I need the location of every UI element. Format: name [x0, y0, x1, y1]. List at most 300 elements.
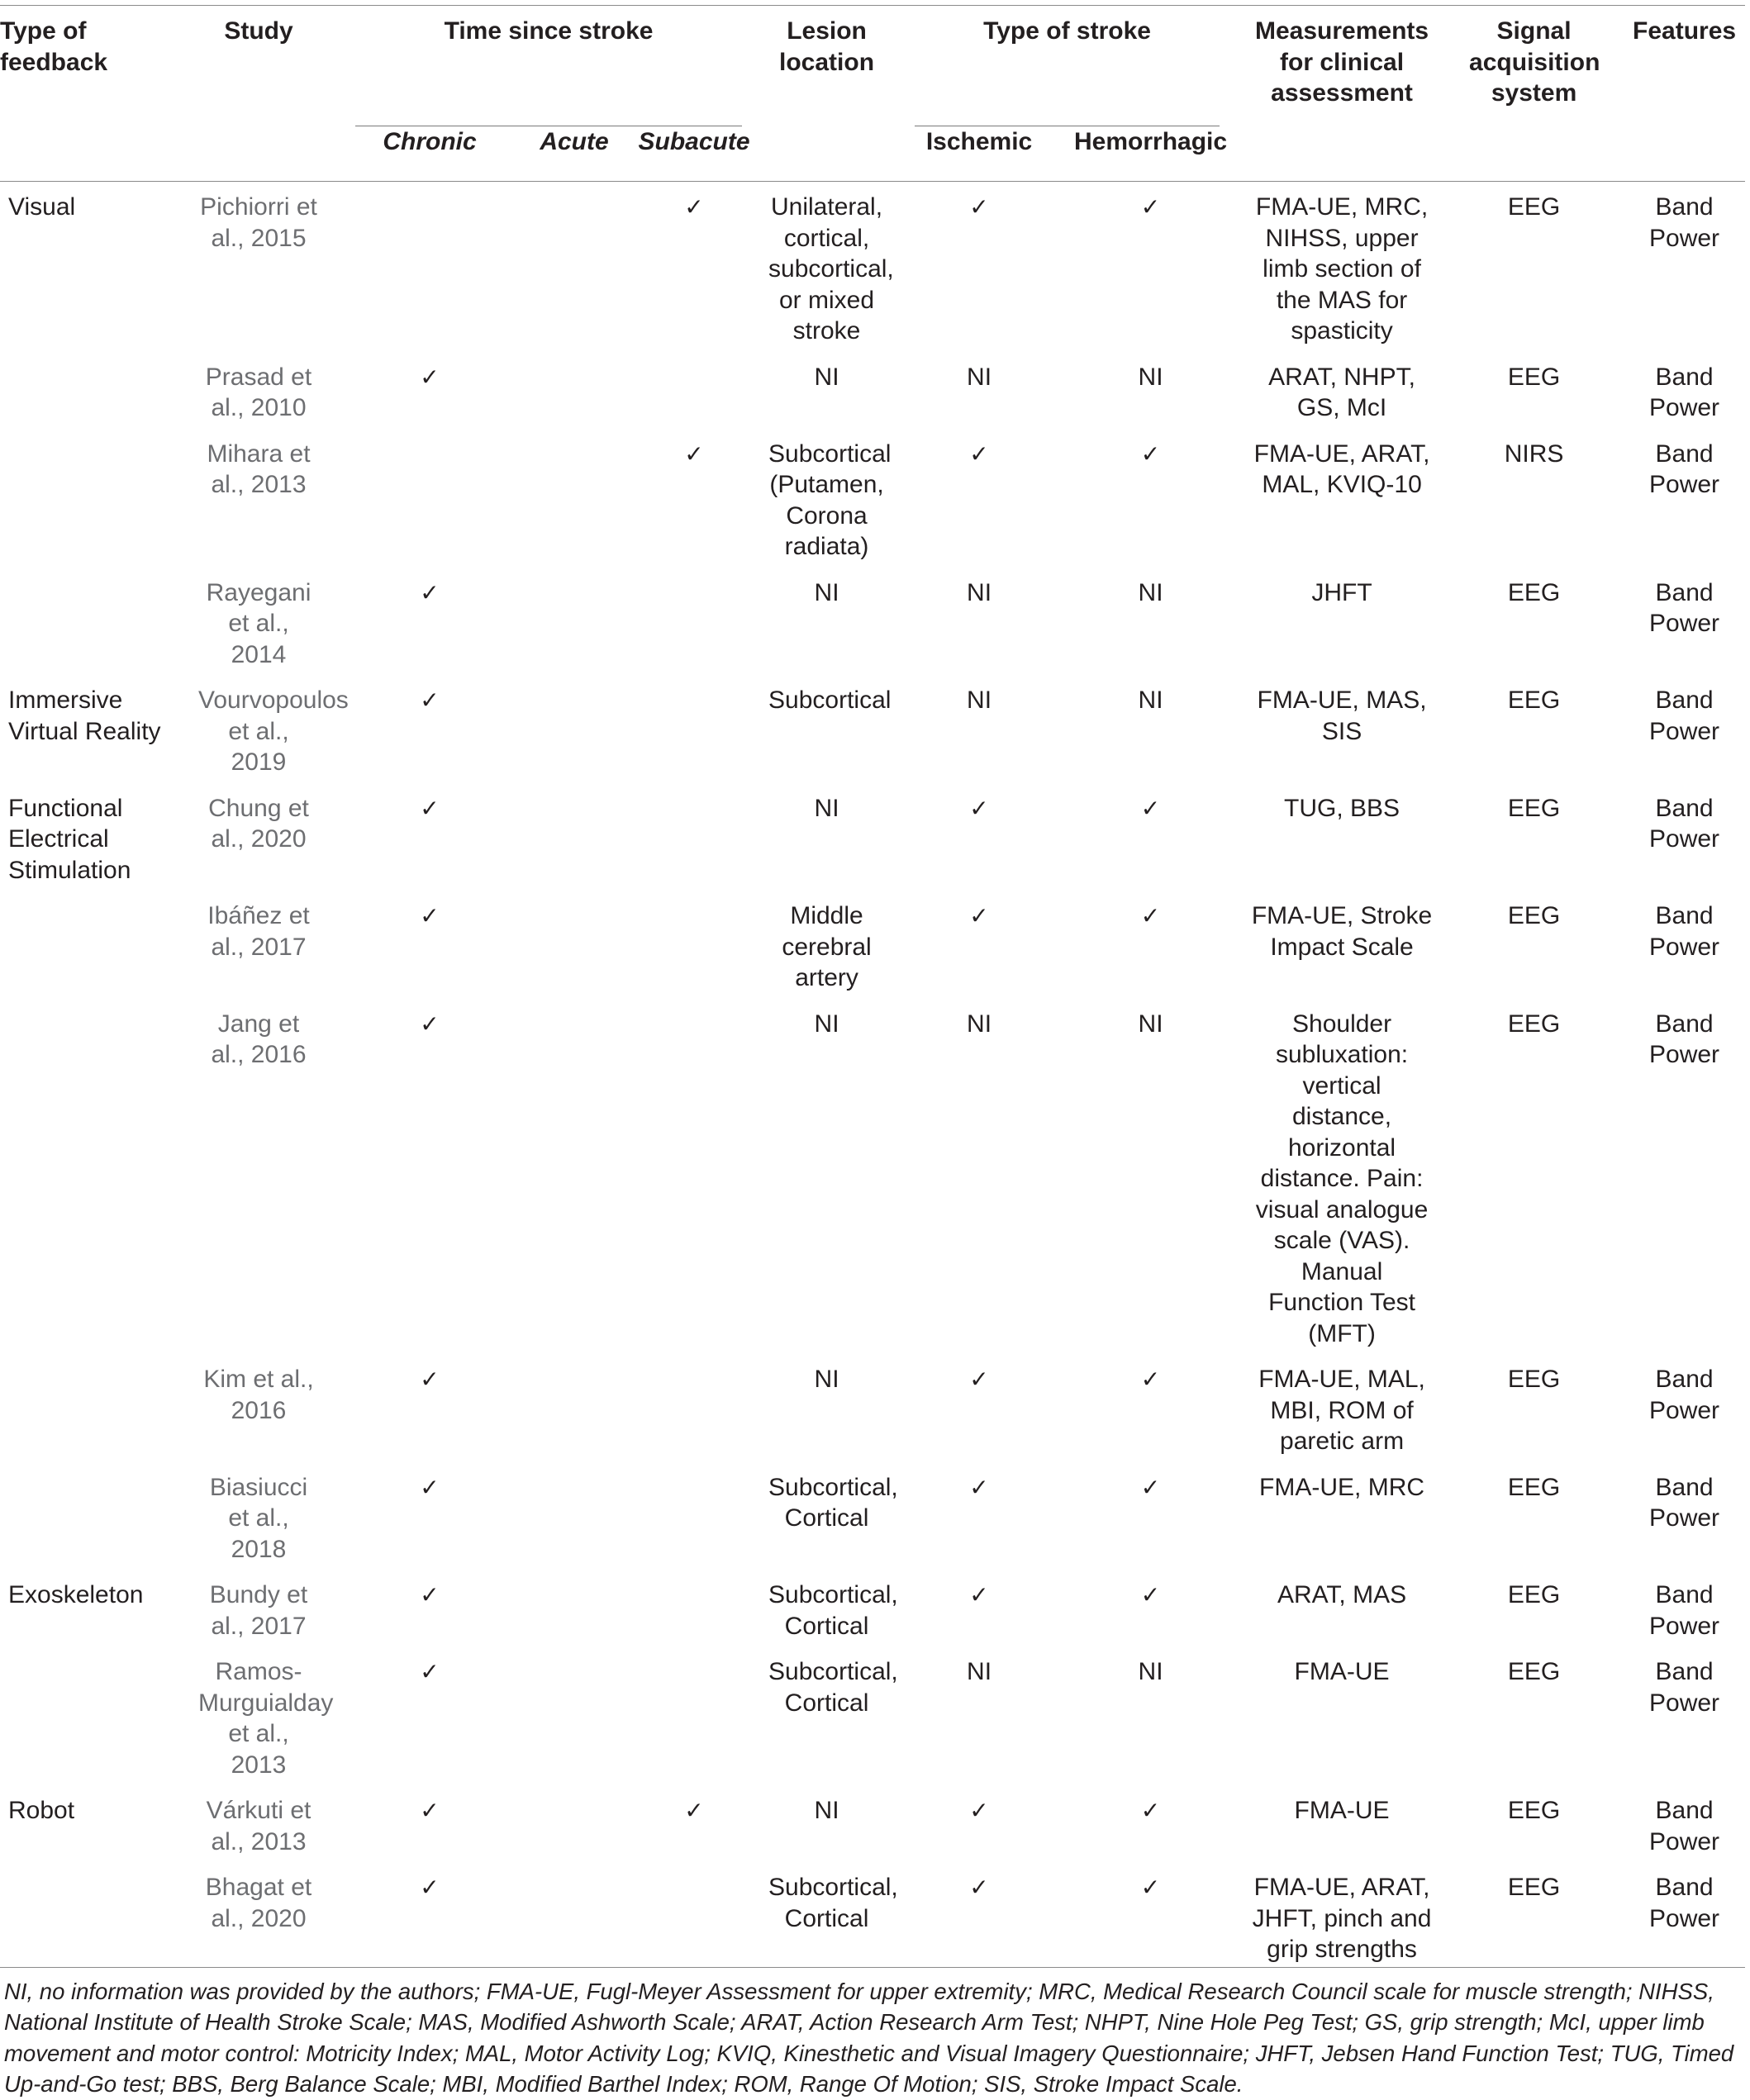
header-type-of-feedback: Type of feedback: [0, 17, 108, 76]
cell-features-text: Band Power: [1649, 193, 1720, 252]
cell-features-text: Band Power: [1649, 578, 1720, 637]
cell-features-text: Band Power: [1649, 1874, 1720, 1932]
cell-study: [175, 1643, 342, 1782]
cell-signal: [1444, 564, 1624, 672]
cell-chronic: [342, 995, 517, 1352]
cell-feedback: [0, 1459, 175, 1567]
cell-ischemic-text: NI: [967, 578, 992, 606]
cell-measurements-text: FMA-UE, Stroke Impact Scale: [1251, 902, 1433, 961]
cell-study: [175, 1351, 342, 1459]
cell-lesion: [757, 564, 896, 672]
cell-subacute: [631, 1351, 757, 1459]
cell-features-text: Band Power: [1649, 1581, 1720, 1640]
cell-ischemic-text: ✓: [969, 1473, 989, 1501]
header-type-of-stroke: [896, 6, 1239, 127]
cell-feedback-text: Immersive Virtual Reality: [8, 687, 161, 745]
cell-feedback: [0, 1566, 175, 1643]
cell-chronic-text: ✓: [420, 1874, 440, 1901]
cell-ischemic-text: ✓: [969, 1581, 989, 1608]
cell-lesion: [757, 887, 896, 995]
cell-measurements-text: FMA-UE: [1294, 1797, 1390, 1824]
cell-lesion-text: Middle cerebral artery: [782, 902, 872, 991]
cell-feedback-text: Visual: [8, 193, 76, 221]
cell-features-text: Band Power: [1649, 1658, 1720, 1717]
cell-chronic-text: ✓: [420, 578, 440, 606]
cell-ischemic: [896, 995, 1062, 1352]
cell-features-text: Band Power: [1649, 1010, 1720, 1068]
cell-measurements-text: Shoulder subluxation: vertical distance, horizontal distance. Pain: visual analogue scale (VAS). Manual Function Test (MFT): [1255, 1010, 1429, 1347]
cell-measurements: [1239, 349, 1444, 425]
cell-lesion: [757, 425, 896, 564]
cell-features-text: Band Power: [1649, 902, 1720, 961]
cell-feedback-text: Robot: [8, 1797, 75, 1824]
cell-ischemic: [896, 564, 1062, 672]
table-row: [0, 1566, 1745, 1643]
cell-study: [175, 564, 342, 672]
cell-study: [175, 995, 342, 1352]
cell-chronic-text: ✓: [420, 1658, 440, 1685]
cell-study-text: Mihara et al., 2013: [207, 439, 311, 498]
cell-features: [1624, 182, 1745, 349]
cell-lesion: [757, 1459, 896, 1567]
cell-signal: [1444, 1782, 1624, 1859]
cell-features: [1624, 1782, 1745, 1859]
header-study: Study: [224, 17, 293, 45]
cell-subacute: [631, 349, 757, 425]
cell-lesion-text: NI: [814, 794, 839, 822]
cell-feedback: [0, 182, 175, 349]
cell-ischemic-text: NI: [967, 363, 992, 391]
cell-lesion: [757, 995, 896, 1352]
cell-subacute: [631, 995, 757, 1352]
cell-study: [175, 182, 342, 349]
cell-measurements-text: TUG, BBS: [1284, 794, 1400, 822]
cell-signal-text: EEG: [1507, 1797, 1561, 1824]
cell-signal: [1444, 1566, 1624, 1643]
cell-hemorrhagic: [1062, 672, 1239, 780]
table-row: [0, 564, 1745, 672]
cell-features: [1624, 1643, 1745, 1782]
cell-signal: [1444, 672, 1624, 780]
cell-feedback: [0, 995, 175, 1352]
cell-signal-text: EEG: [1507, 902, 1561, 929]
cell-measurements-text: FMA-UE, MRC, NIHSS, upper limb section of the MAS for spasticity: [1255, 193, 1429, 344]
cell-hemorrhagic-text: ✓: [1140, 1797, 1161, 1824]
cell-ischemic-text: ✓: [969, 1874, 989, 1901]
cell-chronic-text: ✓: [420, 1797, 440, 1824]
header-lesion-location: Lesion location: [779, 17, 875, 76]
cell-measurements-text: JHFT: [1311, 578, 1372, 606]
cell-hemorrhagic-text: NI: [1138, 363, 1163, 391]
cell-subacute: [631, 887, 757, 995]
cell-subacute-text: ✓: [684, 1797, 704, 1824]
cell-feedback: [0, 564, 175, 672]
cell-hemorrhagic: [1062, 182, 1239, 349]
cell-signal-text: EEG: [1507, 363, 1561, 391]
cell-subacute: [631, 182, 757, 349]
cell-ischemic: [896, 1643, 1062, 1782]
cell-lesion-text: Subcortical (Putamen, Corona radiata): [768, 439, 892, 560]
cell-study-text: Kim et al., 2016: [203, 1366, 314, 1424]
cell-ischemic-text: NI: [967, 1658, 992, 1685]
cell-acute: [517, 672, 631, 780]
table-header: [0, 6, 1745, 182]
cell-measurements: [1239, 1351, 1444, 1459]
cell-lesion: [757, 1859, 896, 1967]
header-measurements: Measurements for clinical assessment: [1255, 17, 1429, 107]
cell-features: [1624, 564, 1745, 672]
cell-measurements-text: ARAT, MAS: [1277, 1581, 1407, 1608]
bci-stroke-studies-table: [0, 5, 1745, 2100]
cell-signal-text: EEG: [1507, 1581, 1561, 1608]
cell-ischemic-text: ✓: [969, 902, 989, 929]
cell-measurements: [1239, 995, 1444, 1352]
cell-acute: [517, 182, 631, 349]
cell-chronic: [342, 887, 517, 995]
cell-subacute: [631, 564, 757, 672]
cell-study-text: Pichiorri et al., 2015: [200, 193, 317, 252]
table-row: [0, 887, 1745, 995]
cell-features-text: Band Power: [1649, 363, 1720, 421]
cell-signal: [1444, 1459, 1624, 1567]
cell-chronic: [342, 1351, 517, 1459]
cell-signal-text: EEG: [1507, 687, 1561, 714]
cell-hemorrhagic: [1062, 1782, 1239, 1859]
cell-signal-text: EEG: [1507, 1010, 1561, 1038]
table-row: [0, 1459, 1745, 1567]
cell-study: [175, 1859, 342, 1967]
cell-hemorrhagic-text: NI: [1138, 1658, 1163, 1685]
cell-chronic: [342, 1566, 517, 1643]
table-row: [0, 425, 1745, 564]
cell-acute: [517, 425, 631, 564]
cell-lesion-text: NI: [814, 578, 839, 606]
cell-measurements-text: FMA-UE, MRC: [1259, 1473, 1425, 1501]
cell-hemorrhagic: [1062, 1859, 1239, 1967]
cell-signal: [1444, 887, 1624, 995]
cell-lesion-text: Subcortical, Cortical: [768, 1581, 898, 1640]
cell-measurements-text: FMA-UE, MAL, MBI, ROM of paretic arm: [1258, 1366, 1425, 1455]
cell-lesion-text: Subcortical, Cortical: [768, 1874, 898, 1932]
cell-signal: [1444, 1643, 1624, 1782]
cell-feedback: [0, 1782, 175, 1859]
cell-features: [1624, 1351, 1745, 1459]
cell-lesion: [757, 1566, 896, 1643]
cell-study: [175, 672, 349, 780]
cell-acute: [517, 1351, 631, 1459]
cell-study: [175, 1782, 342, 1859]
cell-chronic-text: ✓: [420, 902, 440, 929]
cell-chronic: [342, 672, 517, 780]
cell-ischemic-text: NI: [967, 687, 992, 714]
cell-features: [1624, 780, 1745, 888]
cell-chronic-text: ✓: [420, 1473, 440, 1501]
cell-study-text: Prasad et al., 2010: [205, 363, 312, 421]
cell-ischemic: [896, 672, 1062, 780]
cell-chronic-text: ✓: [420, 1366, 440, 1393]
cell-chronic: [342, 1643, 517, 1782]
cell-chronic: [342, 1859, 517, 1967]
cell-acute: [517, 780, 631, 888]
cell-feedback: [0, 672, 175, 780]
header-time-since-stroke: [342, 6, 757, 127]
cell-study-text: Ibáñez et al., 2017: [207, 902, 310, 961]
table-row: [0, 780, 1745, 888]
cell-study-text: Bhagat et al., 2020: [205, 1874, 312, 1932]
header-chronic: Chronic: [383, 128, 477, 155]
cell-subacute: [631, 1459, 757, 1567]
cell-signal: [1444, 425, 1624, 564]
cell-feedback-text: Exoskeleton: [8, 1581, 144, 1608]
cell-measurements: [1239, 564, 1444, 672]
cell-hemorrhagic-text: ✓: [1140, 193, 1161, 221]
cell-study: [175, 1566, 342, 1643]
cell-chronic-text: ✓: [420, 687, 440, 714]
cell-measurements-text: FMA-UE, MAS, SIS: [1257, 687, 1427, 745]
cell-lesion: [757, 672, 896, 780]
cell-lesion: [757, 1351, 896, 1459]
cell-subacute-text: ✓: [684, 439, 704, 468]
cell-feedback: [0, 1859, 175, 1967]
header-signal-acquisition: Signal acquisition system: [1469, 17, 1600, 107]
cell-subacute: [631, 780, 757, 888]
cell-study: [175, 425, 342, 564]
cell-hemorrhagic-text: ✓: [1140, 1366, 1161, 1393]
cell-hemorrhagic: [1062, 425, 1239, 564]
cell-ischemic: [896, 1566, 1062, 1643]
cell-hemorrhagic-text: ✓: [1140, 902, 1161, 929]
footnote: NI, no information was provided by the authors; FMA-UE, Fugl-Meyer Assessment for upper extremity; MRC, Medical Research Council scale for muscle strength; NIHSS, National Institute of Health Stroke Scale; MAS, Modified Ashworth Scale; ARAT, Action Research Arm Test; NHPT, Nine Hole Peg Test; GS, grip strength; McI, upper limb movement and motor control: Motricity Index; MAL, Motor Activity Log; KVIQ, Kinesthetic and Visual Imagery Questionnaire; JHFT, Jebsen Hand Function Test; TUG, Timed Up-and-Go test; BBS, Berg Balance Scale; MBI, Modified Barthel Index; ROM, Range Of Motion; SIS, Stroke Impact Scale.: [0, 1967, 1745, 2100]
cell-hemorrhagic-text: ✓: [1140, 1581, 1161, 1608]
cell-signal-text: EEG: [1507, 1366, 1561, 1393]
table-row: [0, 349, 1745, 425]
cell-lesion-text: Subcortical, Cortical: [768, 1658, 898, 1717]
time-since-stroke-rule: [355, 16, 742, 126]
cell-subacute: [631, 1859, 757, 1967]
cell-ischemic-text: ✓: [969, 1797, 989, 1824]
cell-ischemic-text: ✓: [969, 193, 989, 221]
table-row: [0, 182, 1745, 349]
cell-lesion-text: NI: [814, 1366, 839, 1393]
header-subacute: Subacute: [638, 128, 750, 155]
cell-measurements-text: ARAT, NHPT, GS, McI: [1268, 363, 1415, 421]
cell-lesion: [757, 182, 896, 349]
cell-feedback: [0, 780, 175, 888]
cell-ischemic: [896, 425, 1062, 564]
cell-lesion-text: NI: [814, 363, 839, 391]
cell-signal: [1444, 780, 1624, 888]
cell-study: [175, 887, 342, 995]
cell-chronic: [342, 349, 517, 425]
cell-ischemic-text: NI: [967, 1010, 992, 1038]
cell-hemorrhagic: [1062, 780, 1239, 888]
cell-measurements: [1239, 425, 1444, 564]
cell-hemorrhagic-text: NI: [1138, 578, 1163, 606]
cell-subacute: [631, 1643, 757, 1782]
cell-measurements: [1239, 1459, 1444, 1567]
header-features: Features: [1633, 17, 1737, 45]
cell-lesion: [757, 1782, 896, 1859]
cell-acute: [517, 1643, 631, 1782]
cell-signal-text: EEG: [1507, 578, 1561, 606]
cell-signal-text: EEG: [1507, 1658, 1561, 1685]
cell-study: [175, 1459, 342, 1567]
time-since-stroke-label: Time since stroke: [444, 17, 654, 45]
cell-signal: [1444, 995, 1624, 1352]
header-ischemic: Ischemic: [925, 128, 1033, 155]
cell-chronic: [342, 425, 517, 564]
cell-subacute: [631, 425, 757, 564]
table-row: [0, 1643, 1745, 1782]
cell-signal-text: EEG: [1507, 1874, 1561, 1901]
cell-hemorrhagic-text: NI: [1138, 687, 1163, 714]
cell-study: [175, 349, 342, 425]
cell-hemorrhagic-text: ✓: [1140, 439, 1161, 468]
cell-hemorrhagic: [1062, 349, 1239, 425]
cell-chronic-text: ✓: [420, 1581, 440, 1608]
cell-features: [1624, 887, 1745, 995]
cell-features: [1624, 672, 1745, 780]
cell-study-text: Vourvopoulos et al., 2019: [198, 687, 349, 776]
cell-features: [1624, 1859, 1745, 1967]
cell-signal-text: NIRS: [1504, 439, 1564, 468]
cell-feedback-text: Functional Electrical Stimulation: [8, 794, 131, 884]
table-row: [0, 672, 1745, 780]
cell-hemorrhagic-text: ✓: [1140, 794, 1161, 822]
cell-features-text: Band Power: [1649, 1366, 1720, 1424]
cell-subacute: [631, 1782, 757, 1859]
cell-acute: [517, 1859, 631, 1967]
cell-lesion-text: NI: [814, 1797, 839, 1824]
cell-measurements: [1239, 1859, 1444, 1967]
cell-features-text: Band Power: [1649, 1473, 1720, 1532]
cell-hemorrhagic-text: NI: [1138, 1010, 1163, 1038]
cell-ischemic: [896, 780, 1062, 888]
cell-subacute: [631, 1566, 757, 1643]
cell-lesion-text: Unilateral, cortical, subcortical, or mixed stroke: [768, 193, 894, 344]
cell-features: [1624, 1566, 1745, 1643]
cell-measurements-text: FMA-UE, ARAT, JHFT, pinch and grip strengths: [1252, 1874, 1432, 1963]
cell-hemorrhagic: [1062, 995, 1239, 1352]
cell-hemorrhagic: [1062, 1643, 1239, 1782]
cell-ischemic: [896, 349, 1062, 425]
cell-feedback: [0, 425, 175, 564]
cell-measurements: [1239, 1782, 1444, 1859]
cell-chronic-text: ✓: [420, 794, 440, 822]
cell-hemorrhagic: [1062, 1459, 1239, 1567]
cell-study-text: Biasiucci et al., 2018: [209, 1473, 308, 1563]
cell-lesion-text: NI: [814, 1010, 839, 1038]
cell-signal: [1444, 1351, 1624, 1459]
cell-ischemic-text: ✓: [969, 1366, 989, 1393]
cell-ischemic: [896, 1351, 1062, 1459]
cell-acute: [517, 1459, 631, 1567]
cell-features: [1624, 425, 1745, 564]
cell-acute: [517, 349, 631, 425]
cell-chronic-text: ✓: [420, 1010, 440, 1038]
cell-hemorrhagic: [1062, 1566, 1239, 1643]
cell-features-text: Band Power: [1649, 687, 1720, 745]
cell-features: [1624, 1459, 1745, 1567]
type-of-stroke-rule: [915, 16, 1220, 126]
table-body: [0, 182, 1745, 1968]
cell-chronic: [342, 1459, 517, 1567]
cell-hemorrhagic: [1062, 1351, 1239, 1459]
cell-lesion: [757, 1643, 896, 1782]
cell-feedback: [0, 887, 175, 995]
cell-lesion: [757, 780, 896, 888]
table-footer: [0, 1967, 1745, 2100]
cell-ischemic-text: ✓: [969, 794, 989, 822]
cell-acute: [517, 887, 631, 995]
cell-feedback: [0, 1643, 175, 1782]
cell-study: [175, 780, 342, 888]
cell-signal: [1444, 1859, 1624, 1967]
cell-signal: [1444, 349, 1624, 425]
cell-signal-text: EEG: [1507, 1473, 1561, 1501]
cell-features-text: Band Power: [1649, 439, 1720, 498]
table-row: [0, 1859, 1745, 1967]
table-row: [0, 995, 1745, 1352]
table-row: [0, 1782, 1745, 1859]
cell-measurements-text: FMA-UE: [1294, 1658, 1390, 1685]
table-row: [0, 1351, 1745, 1459]
cell-chronic-text: ✓: [420, 363, 440, 391]
cell-hemorrhagic-text: ✓: [1140, 1874, 1161, 1901]
cell-study-text: Jang et al., 2016: [211, 1010, 307, 1068]
cell-ischemic: [896, 1459, 1062, 1567]
cell-measurements: [1239, 887, 1444, 995]
cell-study-text: Ramos-Murguialday et al., 2013: [198, 1658, 334, 1779]
cell-measurements: [1239, 672, 1444, 780]
cell-features: [1624, 349, 1745, 425]
cell-hemorrhagic: [1062, 887, 1239, 995]
cell-chronic: [342, 780, 517, 888]
cell-study-text: Chung et al., 2020: [208, 794, 309, 853]
cell-subacute-text: ✓: [684, 193, 704, 221]
cell-hemorrhagic-text: ✓: [1140, 1473, 1161, 1501]
cell-chronic: [342, 182, 517, 349]
cell-lesion-text: Subcortical, Cortical: [768, 1473, 898, 1532]
cell-hemorrhagic: [1062, 564, 1239, 672]
cell-measurements: [1239, 1643, 1444, 1782]
cell-acute: [517, 995, 631, 1352]
cell-signal-text: EEG: [1507, 794, 1561, 822]
cell-features: [1624, 995, 1745, 1352]
cell-ischemic: [896, 1782, 1062, 1859]
cell-acute: [517, 1566, 631, 1643]
cell-signal-text: EEG: [1507, 193, 1561, 221]
cell-feedback: [0, 1351, 175, 1459]
cell-chronic: [342, 564, 517, 672]
cell-ischemic-text: ✓: [969, 439, 989, 468]
cell-study-text: Bundy et al., 2017: [209, 1581, 308, 1640]
cell-features-text: Band Power: [1649, 794, 1720, 853]
cell-measurements: [1239, 1566, 1444, 1643]
cell-features-text: Band Power: [1649, 1797, 1720, 1855]
header-acute: Acute: [540, 128, 609, 155]
cell-ischemic: [896, 887, 1062, 995]
cell-lesion: [757, 349, 896, 425]
cell-measurements: [1239, 182, 1444, 349]
cell-study-text: Várkuti et al., 2013: [206, 1797, 311, 1855]
cell-measurements: [1239, 780, 1444, 888]
cell-acute: [517, 564, 631, 672]
cell-ischemic: [896, 1859, 1062, 1967]
cell-chronic: [342, 1782, 517, 1859]
type-of-stroke-label: Type of stroke: [983, 17, 1151, 45]
cell-subacute: [631, 672, 757, 780]
